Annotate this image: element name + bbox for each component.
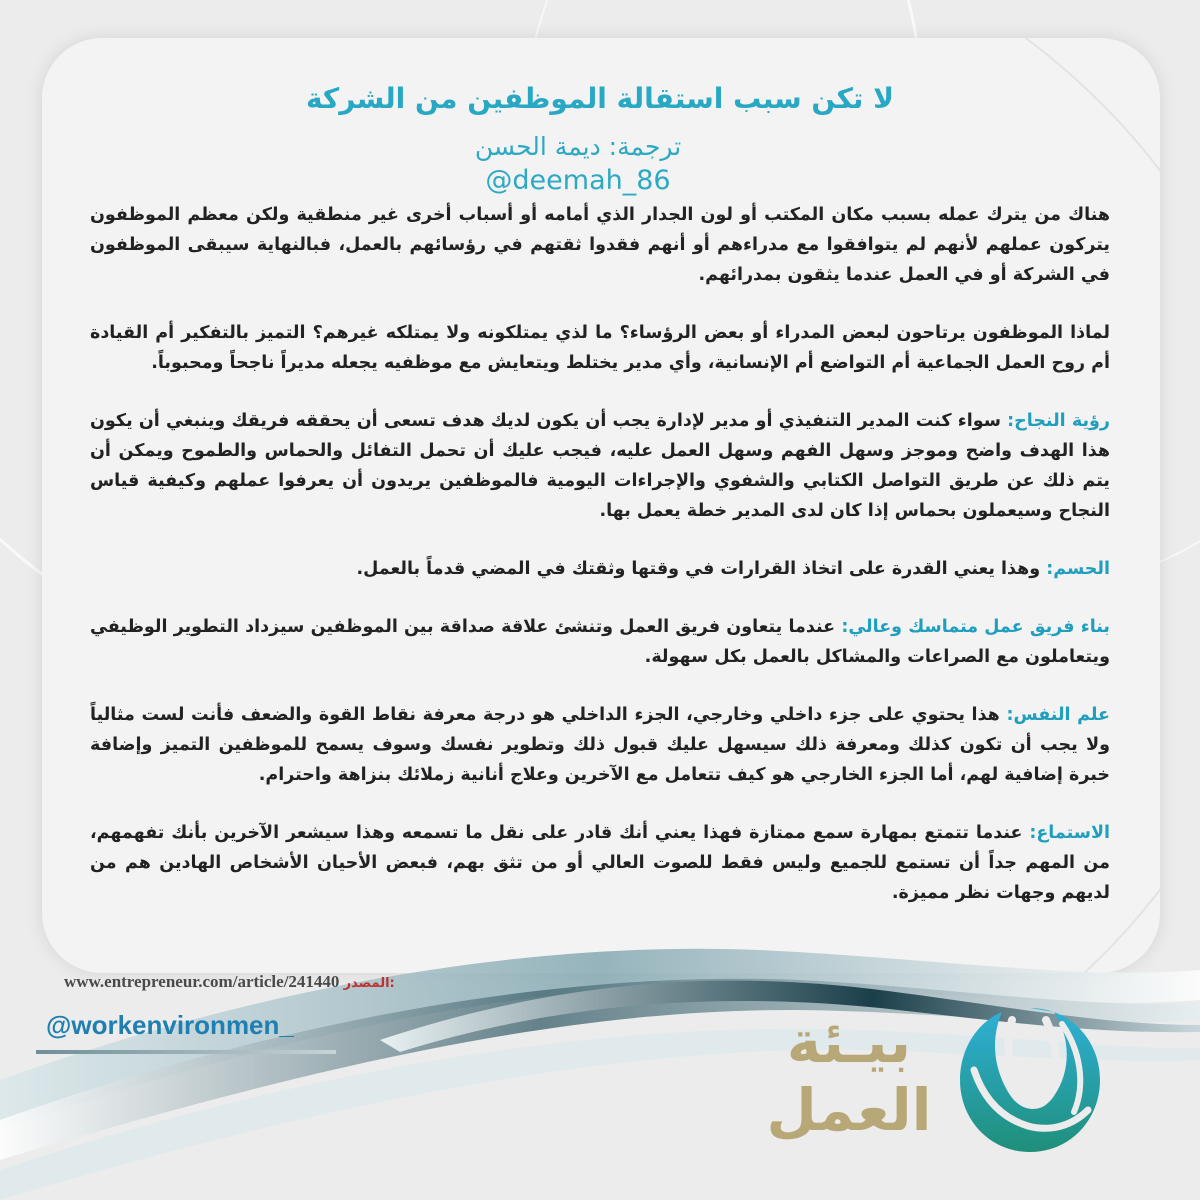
section-heading: بناء فريق عمل متماسك وعالي: (841, 617, 1110, 637)
handle-underline (36, 1050, 336, 1054)
section-text: سواء كنت المدير التنفيذي أو مدير لإدارة يجب أن يكون لديك هدف تسعى أن يحققه فريقك وينبغي أن يكون هذا الهدف واضح وموجز وسهل الفهم وسهل العمل عليه، فيجب عليك أن تحمل التفائل والحماس والطموح ويمكن أن يتم ذلك عن طريق التواصل الكتابي والشفوي والإجراءات اليومية فالموظفين يريدون أن يعرفوا عملهم وكيفية قياس النجاح وسيعملون بحماس إذا كان لدى المدير خطة يعمل بها. (90, 411, 1110, 521)
source-credit (64, 972, 484, 992)
section-text: هذا يحتوي على جزء داخلي وخارجي، الجزء الداخلي هو درجة معرفة نقاط القوة والضعف فأنت لست مثالياً ولا يجب أن تكون كذلك ومعرفة ذلك سيسهل عليك قبول ذلك وتطوير نفسك وسوف يسمح للموظفين التميز وإضافة خبرة إضافية لهم، أما الجزء الخارجي هو كيف تتعامل مع الآخرين وعلاج أنانية زملائك بنزاهة واحترام. (90, 705, 1110, 785)
article-body (90, 200, 1110, 936)
section-listening (90, 818, 1110, 908)
logo-line: بيـئة (786, 1008, 912, 1076)
section-text: وهذا يعني القدرة على اتخاذ القرارات في وقتها وثقتك في المضي قدماً بالعمل. (356, 559, 1047, 579)
section-heading: الاستماع: (1029, 823, 1110, 843)
question-paragraph: لماذا الموظفون يرتاحون لبعض المدراء أو بعض الرؤساء؟ ما لذي يمتلكونه ولا يمتلكه غيرهم؟ التميز بالتفكير أم القيادة أم روح العمل الجماعية أم التواضع أم الإنسانية، وأي مدير يختلط ويتعايش مع موظفيه يجعله مديراً ناجحاً ومحبوباً. (90, 323, 1110, 373)
logo-wordmark (754, 1008, 944, 1144)
section-vision (90, 406, 1110, 526)
logo-line: العمل (766, 1076, 932, 1144)
section-heading: علم النفس: (1006, 705, 1110, 725)
source-label: المصدر: (343, 976, 395, 991)
section-heading: الحسم: (1046, 559, 1110, 579)
account-handle[interactable]: @workenvironmen_ (46, 1010, 294, 1040)
translator-handle: @deemah_86 (485, 165, 671, 196)
source-url[interactable]: www.entrepreneur.com/article/241440 (64, 972, 340, 991)
section-psychology (90, 700, 1110, 790)
logo-icon (950, 1000, 1110, 1160)
page-title: لا تكن سبب استقالة الموظفين من الشركة (305, 82, 895, 115)
section-text: عندما تتمتع بمهارة سمع ممتازة فهذا يعني أنك قادر على نقل ما تسمعه وهذا سيشعر الآخرين بأنك تفهمهم، من المهم جداً أن تستمع للجميع وليس فقط للصوت العالي أو من تثق بهم، فبعض الأحيان الأشخاص الهادين هم من لديهم وجهات نظر مميزة. (90, 823, 1110, 903)
intro-paragraph: هناك من يترك عمله بسبب مكان المكتب أو لون الجدار الذي أمامه أو أسباب أخرى غير منطقية ولكن معظم الموظفون يتركون عملهم لأنهم لم يتوافقوا مع مدراءهم أو أنهم فقدوا ثقتهم في رؤسائهم بالعمل، فبالنهاية سيبقى الموظفون في الشركة أو في العمل عندما يثقون بمدرائهم. (90, 205, 1110, 285)
section-teambuilding (90, 612, 1110, 672)
section-decisiveness (90, 554, 1110, 584)
section-text: عندما يتعاون فريق العمل وتنشئ علاقة صداقة بين الموظفين سيزداد التطوير الوظيفي ويتعاملون مع الصراعات والمشاكل بالعمل بكل سهولة. (90, 617, 1110, 667)
translator-credit: ترجمة: ديمة الحسن (474, 132, 682, 161)
section-heading: رؤية النجاح: (1007, 411, 1110, 431)
